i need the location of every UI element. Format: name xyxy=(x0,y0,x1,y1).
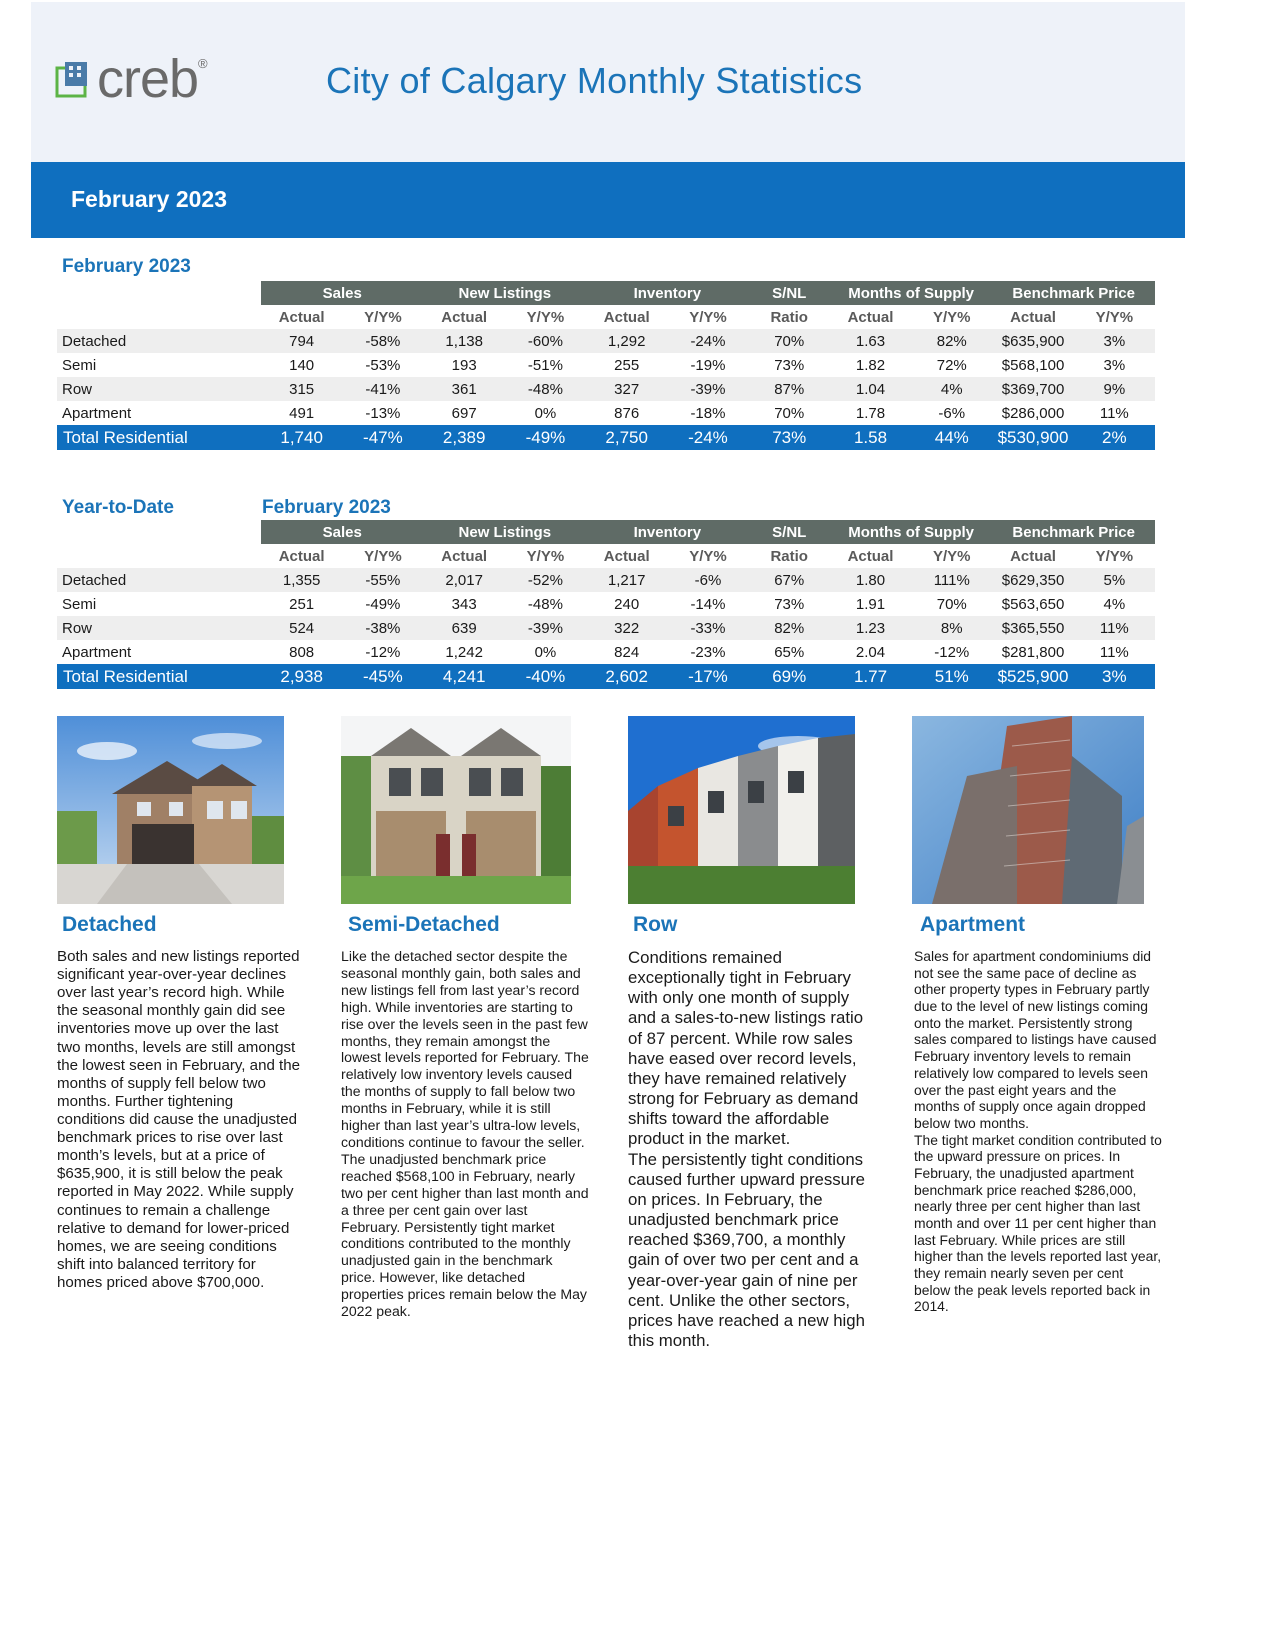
table-cell: 82% xyxy=(749,616,830,640)
table-cell: 1,292 xyxy=(586,329,667,353)
apartment-title: Apartment xyxy=(920,913,1026,936)
table-cell: 87% xyxy=(749,377,830,401)
row-house-photo xyxy=(628,716,855,904)
table-cell: 876 xyxy=(614,404,640,422)
table-cell: -49% xyxy=(365,595,401,613)
table-cell: $629,350 xyxy=(992,568,1073,592)
semi-detached-title: Semi-Detached xyxy=(348,913,500,936)
table-cell: 240 xyxy=(614,595,640,613)
table-cell: -6% xyxy=(938,404,966,422)
column-subheader: Y/Y% xyxy=(505,544,586,568)
column-subheader: Actual xyxy=(992,544,1073,568)
total-cell: $525,900 xyxy=(992,664,1073,689)
total-cell: 2% xyxy=(1074,425,1155,450)
total-cell: 2,750 xyxy=(586,425,667,450)
creb-logo-icon xyxy=(55,60,89,98)
table-cell: 1,217 xyxy=(586,568,667,592)
table-cell: 0% xyxy=(534,404,557,422)
column-group-header: Sales xyxy=(261,520,424,544)
column-subheader: Y/Y% xyxy=(342,305,423,329)
band-title: February 2023 xyxy=(71,186,227,212)
table-cell: 3% xyxy=(1103,356,1126,374)
total-cell: 2,389 xyxy=(424,425,505,450)
table-cell: 251 xyxy=(289,595,315,613)
table-row xyxy=(57,329,1155,353)
table-cell: 361 xyxy=(424,377,505,401)
column-subheader: Actual xyxy=(586,544,667,568)
total-row xyxy=(57,664,1155,689)
table-cell: -41% xyxy=(342,377,423,401)
table-cell: $369,700 xyxy=(992,377,1073,401)
table-cell: 73% xyxy=(774,356,805,374)
table-cell: 1.91 xyxy=(855,595,886,613)
column-subheader: Actual xyxy=(830,305,911,329)
table-cell: 343 xyxy=(451,595,477,613)
column-group-header: S/NL xyxy=(749,520,830,544)
table-cell: 82% xyxy=(911,329,992,353)
table-cell: 67% xyxy=(749,568,830,592)
total-cell: -47% xyxy=(342,425,423,450)
total-cell: $530,900 xyxy=(992,425,1073,450)
table-cell: $568,100 xyxy=(1001,356,1065,374)
table-cell: 65% xyxy=(774,643,805,661)
column-group-header: Benchmark Price xyxy=(992,520,1155,544)
table-cell: 3% xyxy=(1074,329,1155,353)
table-cell: -58% xyxy=(342,329,423,353)
detached-description: Both sales and new listings reported significant year-over-year declines over last year’s record high. While the seasonal monthly gain did see inventories move up over the last two months, levels are still amongst the lowest seen in February, and the months of supply fell below two months. Further tightening conditions did cause the unadjusted benchmark prices to rise over last month’s levels, but at a price of $635,900, it is still below the peak reported in May 2022. While supply continues to remain a challenge relative to demand for lower-priced homes, we are seeing conditions shift into balanced territory for homes priced above $700,000. xyxy=(57,948,301,1291)
table-cell: 1.04 xyxy=(830,377,911,401)
table-cell: 1.63 xyxy=(830,329,911,353)
table-cell: -48% xyxy=(505,377,586,401)
column-subheader: Actual xyxy=(830,544,911,568)
monthly-stats-table xyxy=(57,281,1155,450)
total-cell: 4,241 xyxy=(424,664,505,689)
row-label: Apartment xyxy=(62,404,132,422)
column-subheader: Actual xyxy=(424,544,505,568)
column-subheader: Y/Y% xyxy=(1074,544,1155,568)
row-label: Detached xyxy=(57,568,261,592)
registered-mark: ® xyxy=(198,56,208,71)
total-row-label: Total Residential xyxy=(57,664,261,689)
table-corner xyxy=(57,281,261,305)
total-cell: 44% xyxy=(911,425,992,450)
column-subheader: Ratio xyxy=(749,544,830,568)
column-subheader: Y/Y% xyxy=(505,305,586,329)
monthly-section-label: February 2023 xyxy=(62,256,191,277)
creb-logo xyxy=(55,49,208,109)
table-cell: 73% xyxy=(774,595,805,613)
table-cell: -12% xyxy=(934,643,970,661)
table-cell: -55% xyxy=(342,568,423,592)
table-cell: 1.78 xyxy=(855,404,886,422)
table-row xyxy=(57,401,1155,425)
table-cell: -14% xyxy=(690,595,726,613)
table-cell: -48% xyxy=(527,595,563,613)
table-corner xyxy=(57,305,261,329)
table-cell: 70% xyxy=(774,404,805,422)
table-cell: 2,017 xyxy=(424,568,505,592)
table-cell: 697 xyxy=(451,404,477,422)
column-subheader: Y/Y% xyxy=(667,305,748,329)
total-cell: -17% xyxy=(667,664,748,689)
total-cell: 51% xyxy=(911,664,992,689)
total-cell: 73% xyxy=(749,425,830,450)
table-cell: -51% xyxy=(527,356,563,374)
table-cell: 322 xyxy=(586,616,667,640)
total-cell: 1.58 xyxy=(830,425,911,450)
table-row xyxy=(57,377,1155,401)
table-cell: 9% xyxy=(1074,377,1155,401)
table-row xyxy=(57,592,1155,616)
table-cell: -23% xyxy=(690,643,726,661)
column-group-header: Months of Supply xyxy=(830,520,993,544)
row-label: Row xyxy=(57,377,261,401)
column-subheader: Ratio xyxy=(749,305,830,329)
table-cell: 1.82 xyxy=(855,356,886,374)
table-cell: -52% xyxy=(505,568,586,592)
apartment-tower-photo xyxy=(912,716,1144,904)
table-cell: 1,242 xyxy=(445,643,483,661)
column-subheader: Y/Y% xyxy=(342,544,423,568)
column-group-header: Sales xyxy=(261,281,424,305)
table-row xyxy=(57,640,1155,664)
table-cell: -18% xyxy=(690,404,726,422)
table-cell: 1.80 xyxy=(830,568,911,592)
table-cell: 0% xyxy=(534,643,557,661)
table-cell: $281,800 xyxy=(1001,643,1065,661)
table-cell: 70% xyxy=(936,595,967,613)
table-cell: -39% xyxy=(667,377,748,401)
table-cell: -24% xyxy=(667,329,748,353)
table-cell: 794 xyxy=(261,329,342,353)
table-cell: 70% xyxy=(749,329,830,353)
table-cell: $286,000 xyxy=(1001,404,1065,422)
total-cell: 1.77 xyxy=(830,664,911,689)
total-cell: 2,938 xyxy=(261,664,342,689)
row-label: Detached xyxy=(57,329,261,353)
table-cell: 255 xyxy=(614,356,640,374)
column-group-header: Benchmark Price xyxy=(992,281,1155,305)
month-band xyxy=(31,162,1185,238)
total-row xyxy=(57,425,1155,450)
total-cell: 3% xyxy=(1074,664,1155,689)
column-group-header: Inventory xyxy=(586,281,749,305)
ytd-stats-table xyxy=(57,520,1155,689)
table-cell: 524 xyxy=(261,616,342,640)
ytd-period-label: February 2023 xyxy=(262,497,391,518)
semi-detached-house-photo xyxy=(341,716,571,904)
column-group-header: New Listings xyxy=(424,281,587,305)
table-cell: 2.04 xyxy=(855,643,886,661)
table-row xyxy=(57,568,1155,592)
table-corner xyxy=(57,544,261,568)
total-cell: -45% xyxy=(342,664,423,689)
table-cell: 8% xyxy=(911,616,992,640)
table-cell: -39% xyxy=(505,616,586,640)
logo-wordmark: creb xyxy=(97,49,199,109)
table-row xyxy=(57,616,1155,640)
column-subheader: Actual xyxy=(424,305,505,329)
column-subheader: Actual xyxy=(261,305,342,329)
table-cell: 11% xyxy=(1099,404,1129,422)
semi-detached-description: Like the detached sector despite the seasonal monthly gain, both sales and new listings fell from last year’s record high. While inventories are starting to rise over the levels seen in the past few months, they remain amongst the lowest levels reported for February. The relatively low inventory levels caused the months of supply to fall below two months in February, while it is still higher than last year’s ultra-low levels, conditions continue to favour the seller. The unadjusted benchmark price reached $568,100 in February, nearly two per cent higher than last month and a three per cent gain over last February. Persistently tight market conditions contributed to the monthly unadjusted gain in the benchmark price. However, like detached properties prices remain below the May 2022 peak. xyxy=(341,948,589,1320)
table-cell: -38% xyxy=(342,616,423,640)
table-cell: 193 xyxy=(451,356,477,374)
table-cell: $563,650 xyxy=(1001,595,1065,613)
table-cell: 111% xyxy=(911,568,992,592)
table-cell: 11% xyxy=(1099,643,1129,661)
total-cell: -24% xyxy=(667,425,748,450)
table-cell: -19% xyxy=(690,356,726,374)
table-cell: 327 xyxy=(586,377,667,401)
table-cell: 72% xyxy=(936,356,967,374)
detached-title: Detached xyxy=(62,913,157,936)
ytd-section-label: Year-to-Date xyxy=(62,497,174,518)
row-description: Conditions remained exceptionally tight in February with only one month of supply and a sales-to-new listings ratio of 87 percent. While row sales have eased over record levels, they have remained relatively strong for February as demand shifts toward the affordable product in the market. The persistently tight conditions caused further upward pressure on prices. In February, the unadjusted benchmark price reached $369,700, a monthly gain of over two per cent and a year-over-year gain of nine per cent. Unlike the other sectors, prices have reached a new high this month. xyxy=(628,948,865,1350)
column-group-header: S/NL xyxy=(749,281,830,305)
table-cell: 808 xyxy=(289,643,315,661)
row-label: Apartment xyxy=(62,643,132,661)
row-label: Semi xyxy=(62,595,97,613)
table-cell: 5% xyxy=(1074,568,1155,592)
table-cell: 824 xyxy=(614,643,640,661)
table-cell: 315 xyxy=(261,377,342,401)
column-subheader: Y/Y% xyxy=(911,544,992,568)
table-cell: $365,550 xyxy=(992,616,1073,640)
total-cell: 2,602 xyxy=(586,664,667,689)
column-group-header: New Listings xyxy=(424,520,587,544)
table-cell: 11% xyxy=(1074,616,1155,640)
column-subheader: Actual xyxy=(586,305,667,329)
column-subheader: Actual xyxy=(992,305,1073,329)
table-cell: $635,900 xyxy=(992,329,1073,353)
table-cell: 140 xyxy=(289,356,315,374)
column-group-header: Inventory xyxy=(586,520,749,544)
table-cell: 491 xyxy=(289,404,315,422)
column-subheader: Y/Y% xyxy=(1074,305,1155,329)
table-corner xyxy=(57,520,261,544)
table-cell: -60% xyxy=(505,329,586,353)
total-row-label: Total Residential xyxy=(57,425,261,450)
column-subheader: Y/Y% xyxy=(667,544,748,568)
table-cell: 1,138 xyxy=(424,329,505,353)
table-cell: -53% xyxy=(365,356,401,374)
row-label: Row xyxy=(57,616,261,640)
row-title: Row xyxy=(633,913,678,936)
total-cell: -40% xyxy=(505,664,586,689)
table-cell: -6% xyxy=(667,568,748,592)
table-cell: 639 xyxy=(424,616,505,640)
table-cell: 4% xyxy=(911,377,992,401)
table-cell: -13% xyxy=(365,404,401,422)
column-subheader: Actual xyxy=(261,544,342,568)
table-row xyxy=(57,353,1155,377)
column-group-header: Months of Supply xyxy=(830,281,993,305)
table-cell: -33% xyxy=(667,616,748,640)
table-cell: 1,355 xyxy=(261,568,342,592)
table-cell: 4% xyxy=(1103,595,1126,613)
page-title: City of Calgary Monthly Statistics xyxy=(326,60,863,101)
total-cell: 1,740 xyxy=(261,425,342,450)
column-subheader: Y/Y% xyxy=(911,305,992,329)
apartment-description: Sales for apartment condominiums did not see the same pace of decline as other property types in February partly due to the level of new listings coming onto the market. Persistently strong sales compared to listings have caused February inventory levels to remain relatively low compared to levels seen over the past eight years and the months of supply once again dropped below two months. The tight market condition contributed to the upward pressure on prices. In February, the unadjusted apartment benchmark price reached $286,000, nearly three per cent higher than last month and over 11 per cent higher than last February. While prices are still higher than the levels reported last year, they remain nearly seven per cent below the peak levels reported back in 2014. xyxy=(914,948,1162,1315)
report-header xyxy=(31,2,1185,162)
table-cell: -12% xyxy=(365,643,401,661)
table-cell: 1.23 xyxy=(830,616,911,640)
total-cell: 69% xyxy=(749,664,830,689)
detached-house-photo xyxy=(57,716,284,904)
total-cell: -49% xyxy=(505,425,586,450)
row-label: Semi xyxy=(62,356,97,374)
